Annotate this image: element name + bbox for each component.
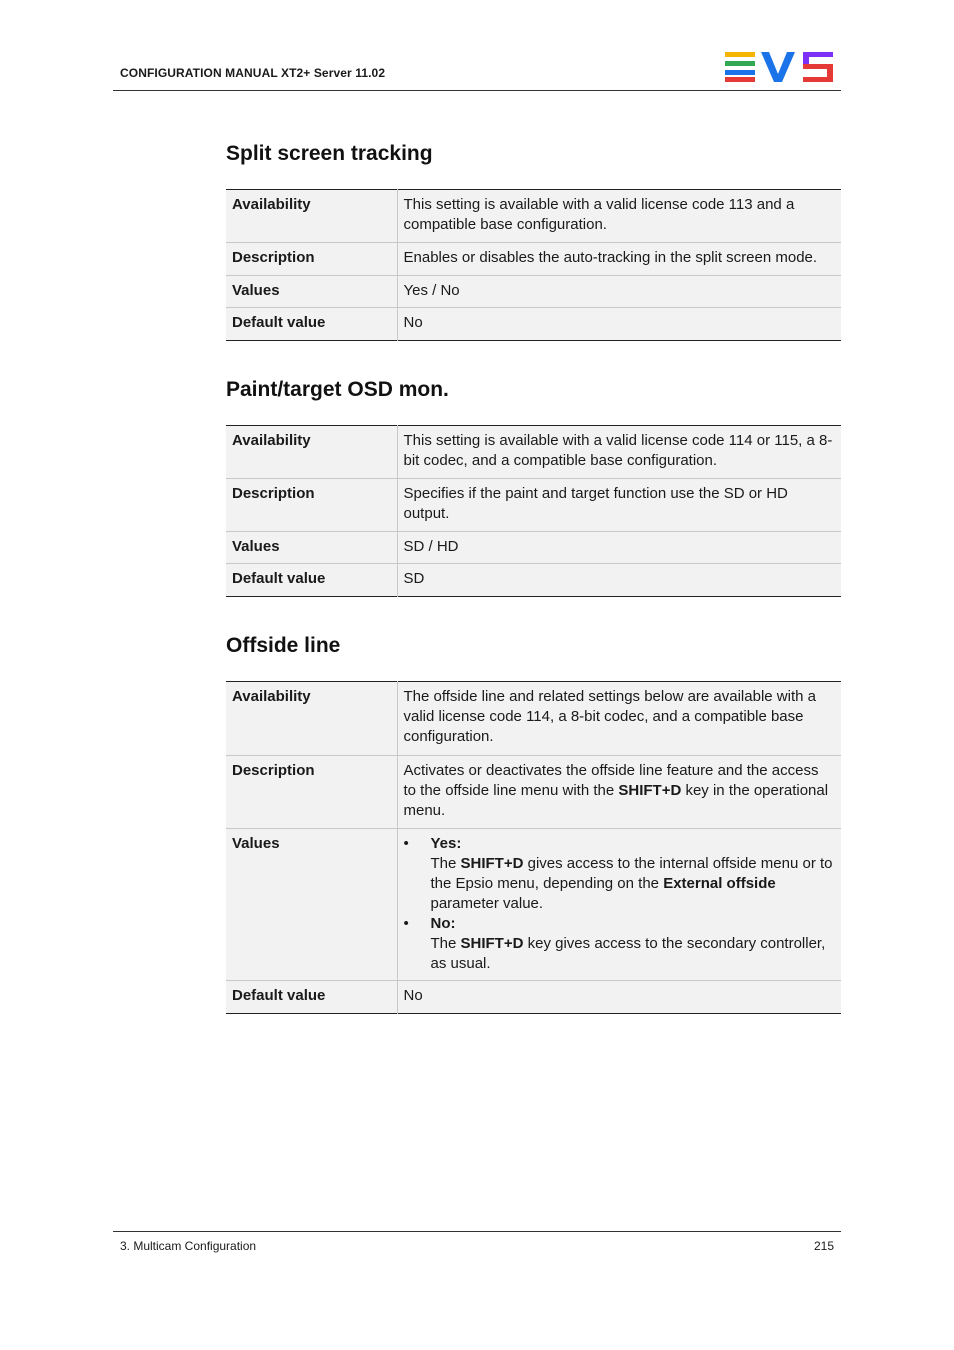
row-value: SD / HD: [403, 538, 459, 555]
row-key: Default value: [226, 564, 397, 597]
table-row: [226, 426, 841, 479]
row-value: No: [403, 987, 423, 1004]
table-row: [226, 190, 841, 243]
row-value: The offside line and related settings below are available with a valid license code 114, a 8-bit codec, and a compatible base configuration.: [403, 688, 816, 745]
row-key: Availability: [226, 682, 397, 756]
bullet: •: [403, 915, 409, 932]
row-value: Activates or deactivates the offside line feature and the access to the offside line menu with the SHIFT+D key in the operational menu.: [403, 762, 829, 819]
values-list: [404, 834, 836, 974]
row-value: No: [403, 314, 423, 331]
header-divider: [113, 90, 841, 91]
row-key: Description: [226, 756, 397, 829]
row-value: This setting is available with a valid license code 113 and a compatible base configuration.: [403, 196, 795, 233]
row-key: Default value: [226, 308, 397, 341]
row-value: Enables or disables the auto-tracking in the split screen mode.: [403, 249, 818, 266]
row-value: Specifies if the paint and target function use the SD or HD output.: [403, 485, 788, 522]
table-row: [226, 479, 841, 532]
footer-divider: [113, 1231, 841, 1232]
section-title-offside-line: Offside line: [226, 634, 341, 657]
table-row: [226, 308, 841, 341]
row-key: Default value: [226, 981, 397, 1014]
row-key: Values: [226, 829, 397, 981]
row-key: Description: [226, 243, 397, 276]
table-row: [226, 276, 841, 308]
footer-chapter: 3. Multicam Configuration: [120, 1239, 257, 1253]
list-item: • Yes: The SHIFT+D gives access to the internal offside menu or to the Epsio menu, depending on the External offside parameter value.: [403, 835, 833, 912]
row-key: Availability: [226, 426, 397, 479]
table-row: [226, 829, 841, 981]
row-value: SD: [403, 570, 425, 587]
page-number: 215: [813, 1239, 834, 1253]
row-key: Values: [226, 276, 397, 308]
bullet: •: [403, 835, 409, 852]
row-value: This setting is available with a valid license code 114 or 115, a 8-bit codec, and a compatible base configuration.: [403, 432, 833, 469]
evs-logo: [725, 52, 835, 82]
document-header-title: CONFIGURATION MANUAL XT2+ Server 11.02: [120, 66, 386, 80]
section-title-paint-target-osd: Paint/target OSD mon.: [226, 378, 449, 401]
section-title-split-screen-tracking: Split screen tracking: [226, 142, 433, 165]
table-row: [226, 682, 841, 756]
table-row: [226, 564, 841, 597]
row-value: [397, 829, 841, 981]
table-row: [226, 243, 841, 276]
table-row: [226, 756, 841, 829]
offside-line-table: [226, 681, 841, 1014]
list-item: • No: The SHIFT+D key gives access to the secondary controller, as usual.: [403, 915, 826, 972]
row-key: Description: [226, 479, 397, 532]
row-value: Yes / No: [403, 282, 460, 299]
row-key: Availability: [226, 190, 397, 243]
split-screen-tracking-table: [226, 189, 841, 341]
table-row: [226, 532, 841, 564]
table-row: [226, 981, 841, 1014]
row-key: Values: [226, 532, 397, 564]
paint-target-osd-table: [226, 425, 841, 597]
